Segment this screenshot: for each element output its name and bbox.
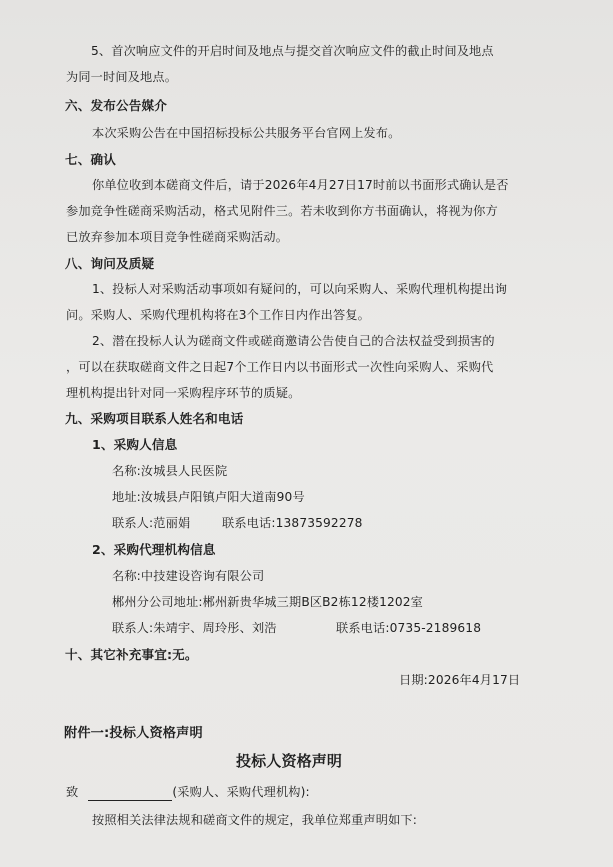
to-line: [66, 783, 310, 801]
sec7-line3: 已放弃参加本项目竞争性磋商采购活动。: [66, 230, 289, 244]
purchaser-contact: 联系人:范丽娟: [112, 516, 191, 530]
to-suffix: (采购人、采购代理机构):: [172, 785, 310, 799]
purchaser-heading: 1、采购人信息: [92, 437, 178, 452]
purchaser-name: 名称:汝城县人民医院: [112, 464, 228, 478]
purchaser-phone: 联系电话:13873592278: [222, 516, 363, 530]
item5-line2: 为同一时间及地点。: [66, 70, 178, 84]
to-label: 致: [66, 785, 79, 799]
sec7-line1: 你单位收到本磋商文件后，请于2026年4月27日17时前以书面形式确认是否: [92, 178, 509, 192]
sec9-heading: 九、采购项目联系人姓名和电话: [65, 411, 244, 426]
date-text: 日期:2026年4月17日: [399, 673, 521, 687]
attachment-title: 投标人资格声明: [236, 752, 343, 770]
sec7-line2: 参加竞争性磋商采购活动，格式见附件三。若未收到你方书面确认，将视为你方: [66, 204, 498, 218]
sec8-p1-line2: 问。采购人、采购代理机构将在3个工作日内作出答复。: [66, 308, 371, 322]
declaration-line: 按照相关法律法规和磋商文件的规定，我单位郑重声明如下:: [92, 813, 418, 827]
sec8-p2-line2: ，可以在获取磋商文件之日起7个工作日内以书面形式一次性向采购人、采购代: [66, 360, 494, 374]
purchaser-address: 地址:汝城县卢阳镇卢阳大道南90号: [112, 490, 305, 504]
sec8-p2-line3: 理机构提出针对同一采购程序环节的质疑。: [66, 386, 301, 400]
agency-contact: 联系人:朱靖宇、周玲彤、刘浩: [112, 621, 277, 635]
agency-name: 名称:中技建设咨询有限公司: [112, 569, 265, 583]
agency-heading: 2、采购代理机构信息: [92, 542, 216, 557]
sec8-heading: 八、询问及质疑: [65, 256, 155, 271]
agency-address: 郴州分公司地址:郴州新贵华城三期B区B2栋12楼1202室: [112, 595, 424, 609]
sec8-p1-line1: 1、投标人对采购活动事项如有疑问的，可以向采购人、采购代理机构提出询: [92, 282, 508, 296]
sec10-text: 十、其它补充事宜:无。: [65, 647, 198, 662]
sec7-heading: 七、确认: [65, 152, 116, 167]
attachment-heading: 附件一:投标人资格声明: [64, 726, 203, 741]
item5-line1: 5、首次响应文件的开启时间及地点与提交首次响应文件的截止时间及地点: [91, 44, 494, 58]
sec8-p2-line1: 2、潜在投标人认为磋商文件或磋商邀请公告使自己的合法权益受到损害的: [92, 334, 495, 348]
sec6-heading: 六、发布公告媒介: [65, 98, 167, 113]
recipient-blank-field[interactable]: [88, 786, 172, 801]
sec6-text: 本次采购公告在中国招标投标公共服务平台官网上发布。: [92, 126, 401, 140]
agency-phone: 联系电话:0735-2189618: [336, 621, 482, 635]
